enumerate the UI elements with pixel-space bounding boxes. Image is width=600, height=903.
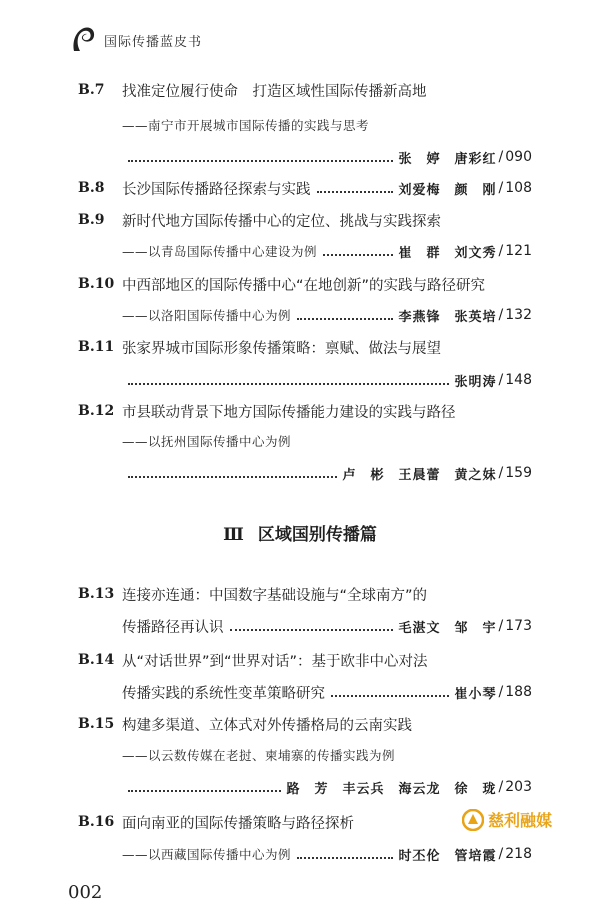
dot-leader xyxy=(230,612,393,640)
toc-entry-b12-subtitle xyxy=(122,427,532,455)
entry-number: B.9 xyxy=(78,212,105,228)
entry-authors: 卢 彬 王晨蕾 黄之妹 xyxy=(342,467,497,483)
dot-leader xyxy=(297,840,393,868)
entry-subtitle: ——以西藏国际传播中心为例 xyxy=(122,847,292,862)
entry-authors: 崔 群 刘文秀 xyxy=(398,245,497,261)
entry-number: B.8 xyxy=(78,180,105,196)
toc-entry-b16-subtitle xyxy=(122,840,532,868)
entry-page: 148 xyxy=(505,372,532,388)
entry-page: 090 xyxy=(505,149,532,165)
page-separator: / xyxy=(498,684,504,700)
toc-entry-b13-title-cont xyxy=(122,612,532,640)
dot-leader xyxy=(128,143,393,171)
toc-entry-b14-title-cont xyxy=(122,678,532,706)
toc-entry-b15-subtitle xyxy=(122,741,532,769)
entry-subtitle: ——以青岛国际传播中心建设为例 xyxy=(122,244,318,259)
entry-title: 从“对话世界”到“世界对话”：基于欧非中心对法 xyxy=(122,653,428,670)
toc-entry-b16-title[interactable] xyxy=(78,808,458,836)
toc-entry-b9-subtitle xyxy=(122,237,532,265)
dot-leader xyxy=(128,773,281,801)
dot-leader xyxy=(331,678,449,706)
entry-authors: 刘爱梅 颜 刚 xyxy=(398,182,497,198)
toc-entry-b9-title[interactable] xyxy=(78,206,532,234)
entry-number: B.16 xyxy=(78,814,115,830)
entry-title: 长沙国际传播路径探索与实践 xyxy=(122,181,311,198)
toc-entry-b7-subtitle xyxy=(122,111,532,139)
series-title: 国际传播蓝皮书 xyxy=(104,34,203,50)
toc-entry-b15-authors xyxy=(122,773,532,801)
running-header xyxy=(70,22,202,58)
section-title: 区域国别传播篇 xyxy=(257,525,377,545)
toc-entry-b11-title[interactable] xyxy=(78,333,532,361)
section-heading[interactable] xyxy=(0,520,600,545)
entry-page: 121 xyxy=(505,243,532,259)
entry-number: B.12 xyxy=(78,403,115,419)
page-separator: / xyxy=(498,846,504,862)
page-separator: / xyxy=(498,779,504,795)
entry-title: 市县联动背景下地方国际传播能力建设的实践与路径 xyxy=(122,404,456,421)
entry-title: 中西部地区的国际传播中心“在地创新”的实践与路径研究 xyxy=(122,277,486,294)
dot-leader xyxy=(323,237,393,265)
toc-entry-b8[interactable] xyxy=(78,174,532,202)
toc-entry-b12-authors xyxy=(122,459,532,487)
toc-entry-b12-title[interactable] xyxy=(78,397,532,425)
dot-leader xyxy=(317,174,393,202)
entry-title: 构建多渠道、立体式对外传播格局的云南实践 xyxy=(122,717,412,734)
entry-page: 132 xyxy=(505,307,532,323)
page-separator: / xyxy=(498,465,504,481)
entry-number: B.14 xyxy=(78,652,115,668)
series-logo-icon xyxy=(70,25,98,55)
entry-title: 新时代地方国际传播中心的定位、挑战与实践探索 xyxy=(122,213,441,230)
entry-authors: 张 婷 唐彩红 xyxy=(398,151,497,167)
watermark-logo-icon xyxy=(462,809,484,831)
page-separator: / xyxy=(498,243,504,259)
page-separator: / xyxy=(498,180,504,196)
page-separator: / xyxy=(498,618,504,634)
toc-entry-b10-subtitle xyxy=(122,301,532,329)
entry-subtitle: ——南宁市开展城市国际传播的实践与思考 xyxy=(122,118,370,133)
entry-title: 面向南亚的国际传播策略与路径探析 xyxy=(122,815,354,832)
dot-leader xyxy=(128,366,449,394)
entry-page: 218 xyxy=(505,846,532,862)
entry-page: 108 xyxy=(505,180,532,196)
entry-title-continued: 传播实践的系统性变革策略研究 xyxy=(122,685,325,702)
entry-title-continued: 传播路径再认识 xyxy=(122,619,224,636)
entry-authors: 李燕锋 张英培 xyxy=(398,309,497,325)
dot-leader xyxy=(297,301,393,329)
toc-entry-b10-title[interactable] xyxy=(78,270,532,298)
entry-title: 找准定位履行使命 打造区域性国际传播新高地 xyxy=(122,83,427,100)
entry-number: B.13 xyxy=(78,586,115,602)
entry-authors: 时丕伦 管培霞 xyxy=(398,848,497,864)
entry-number: B.11 xyxy=(78,339,115,355)
entry-number: B.7 xyxy=(78,82,105,98)
entry-page: 173 xyxy=(505,618,532,634)
entry-title: 张家界城市国际形象传播策略：禀赋、做法与展望 xyxy=(122,340,441,357)
entry-authors: 崔小琴 xyxy=(454,686,497,702)
watermark xyxy=(462,808,552,831)
page-number: 002 xyxy=(68,882,103,903)
toc-entry-b11-authors xyxy=(122,366,532,394)
toc-entry-b13-title[interactable] xyxy=(78,580,532,608)
entry-number: B.10 xyxy=(78,276,115,292)
entry-authors: 路 芳 丰云兵 海云龙 徐 珑 xyxy=(286,781,497,797)
entry-title: 连接亦连通：中国数字基础设施与“全球南方”的 xyxy=(122,587,428,604)
entry-page: 159 xyxy=(505,465,532,481)
watermark-text: 慈利融媒 xyxy=(488,811,553,830)
toc-entry-b15-title[interactable] xyxy=(78,710,532,738)
toc-entry-b7-title[interactable] xyxy=(78,76,532,104)
dot-leader xyxy=(128,459,337,487)
page-separator: / xyxy=(498,372,504,388)
page-separator: / xyxy=(498,307,504,323)
toc-entry-b7-authors xyxy=(122,143,532,171)
page-separator: / xyxy=(498,149,504,165)
entry-subtitle: ——以云数传媒在老挝、柬埔寨的传播实践为例 xyxy=(122,748,396,763)
entry-subtitle: ——以洛阳国际传播中心为例 xyxy=(122,308,292,323)
entry-number: B.15 xyxy=(78,716,115,732)
toc-entry-b14-title[interactable] xyxy=(78,646,532,674)
entry-subtitle: ——以抚州国际传播中心为例 xyxy=(122,434,292,449)
entry-authors: 张明涛 xyxy=(454,374,497,390)
entry-authors: 毛湛文 邹 宇 xyxy=(398,620,497,636)
section-number: Ⅲ xyxy=(223,525,244,545)
entry-page: 188 xyxy=(505,684,532,700)
entry-page: 203 xyxy=(505,779,532,795)
